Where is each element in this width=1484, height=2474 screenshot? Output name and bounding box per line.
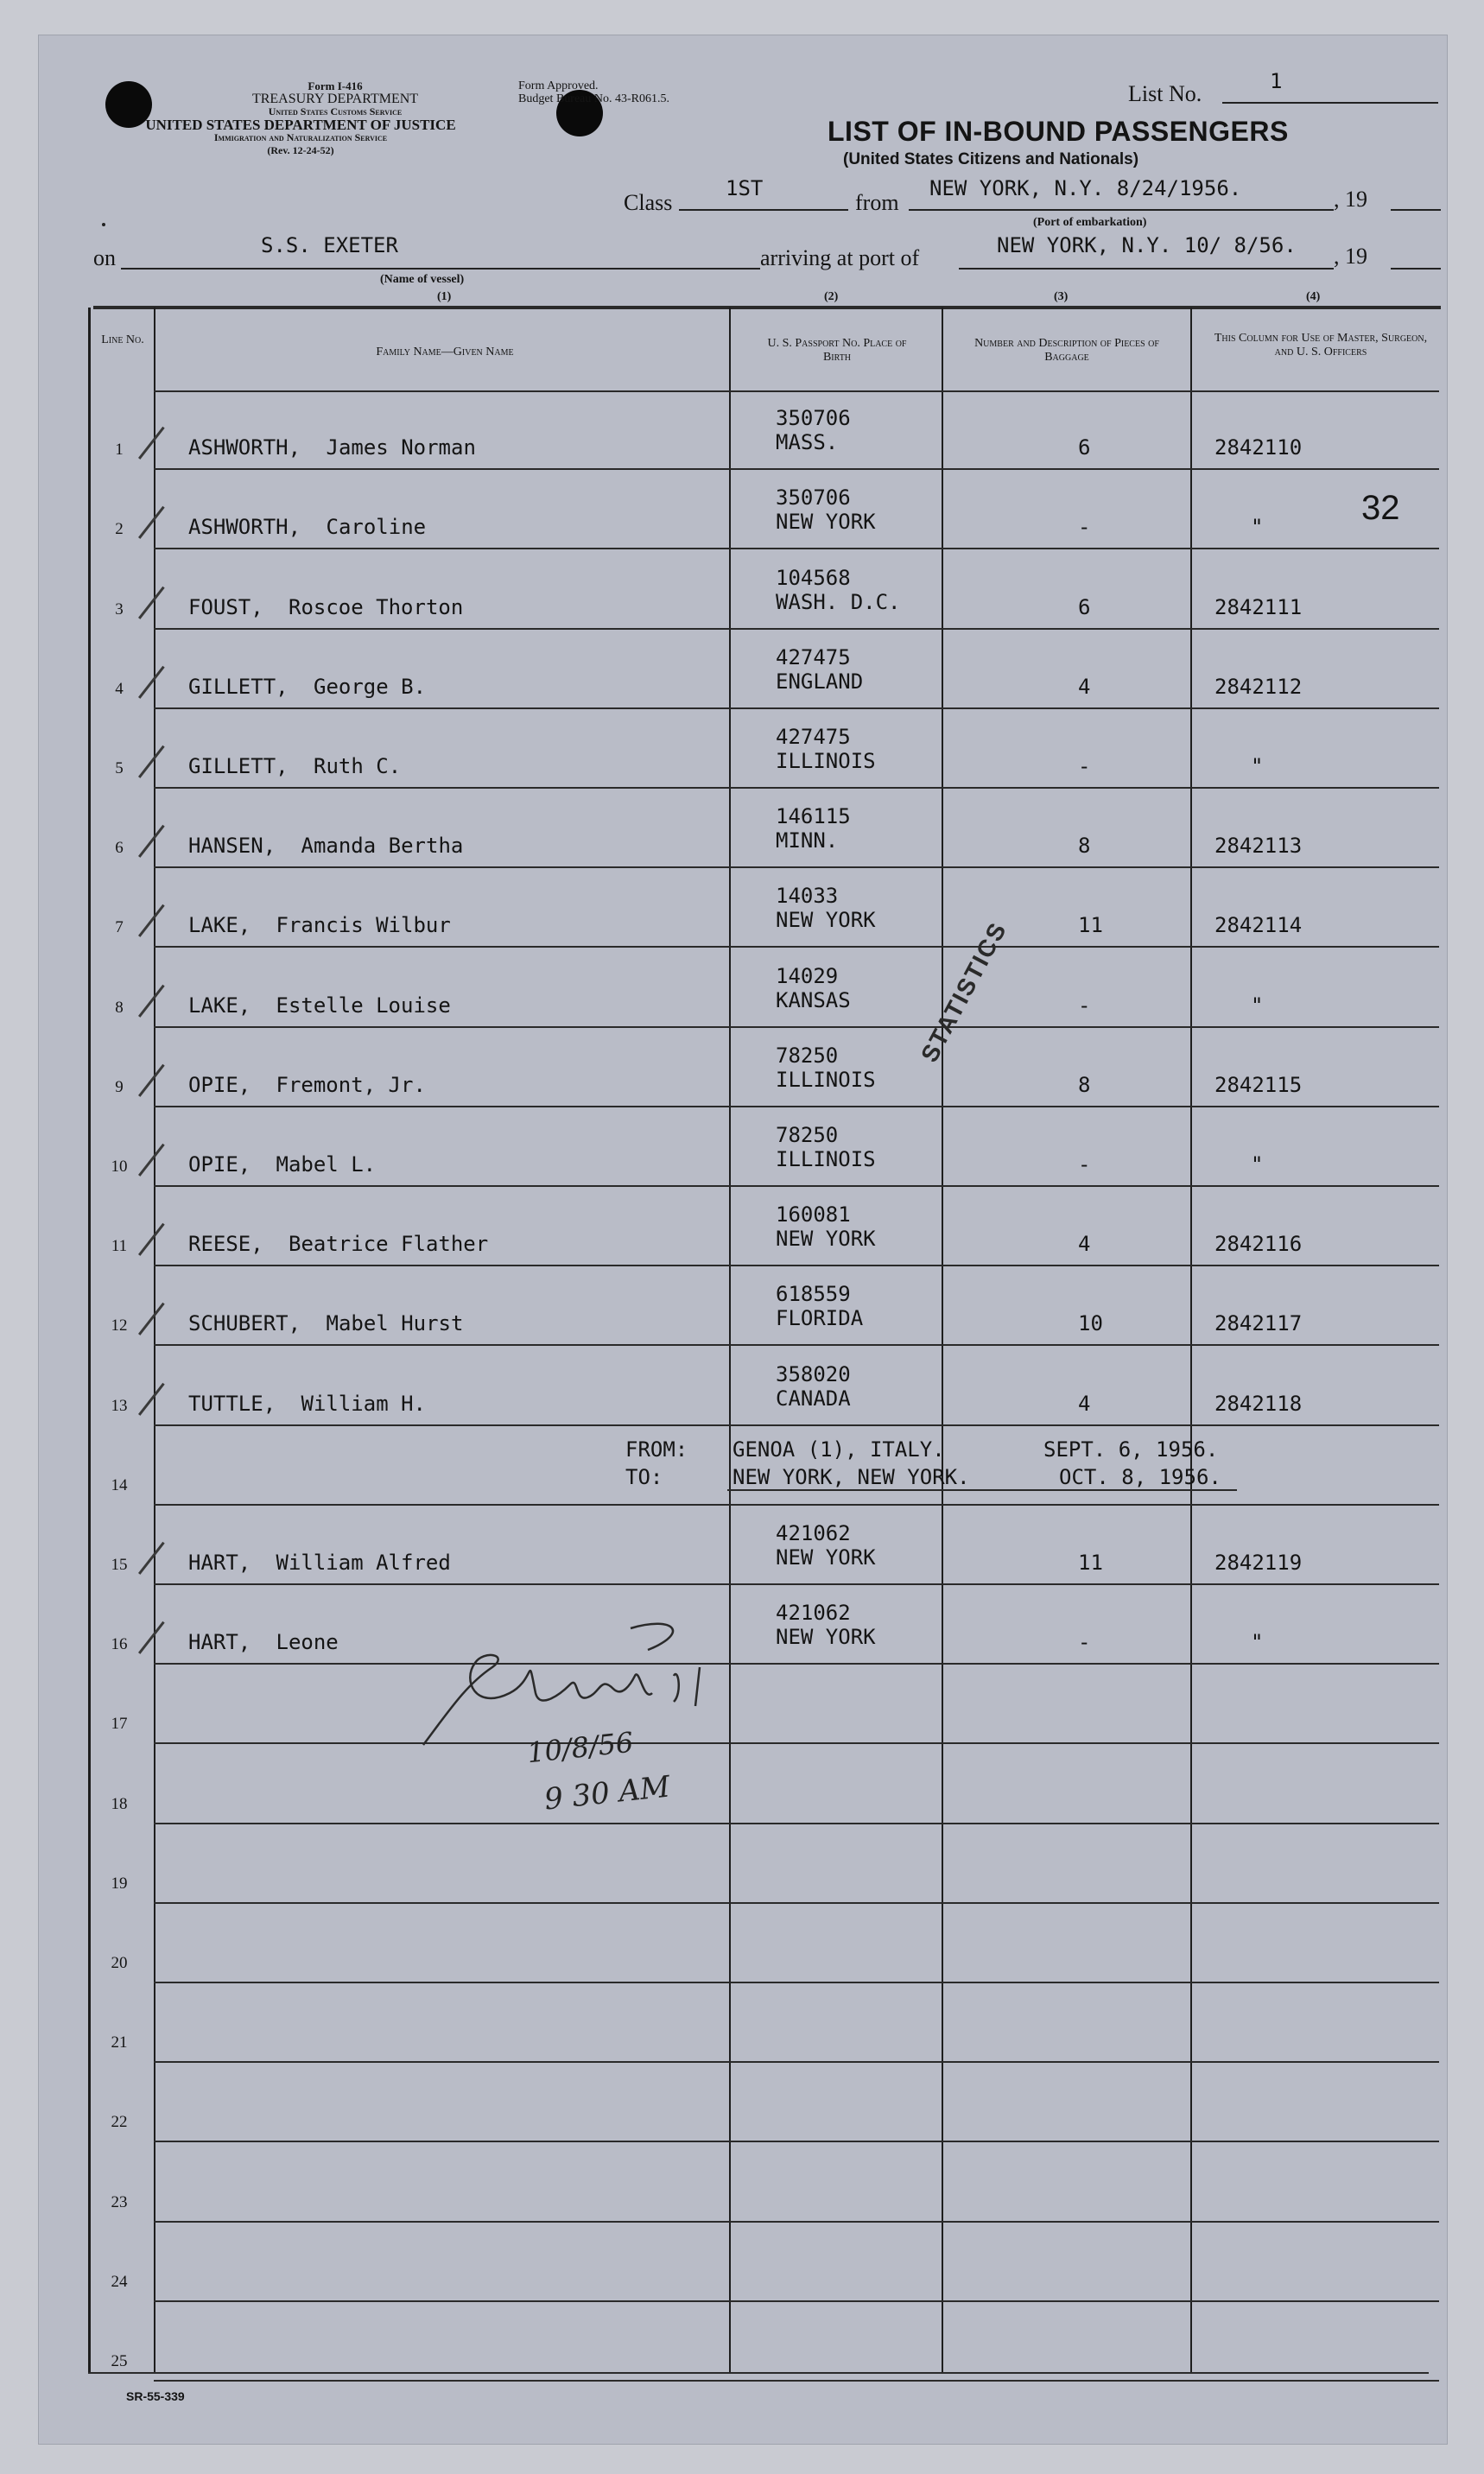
- page-title: LIST OF IN-BOUND PASSENGERS: [828, 116, 1289, 147]
- header-bottom-line: [154, 390, 1439, 392]
- voyage-to-port: NEW YORK, NEW YORK.: [732, 1465, 970, 1489]
- voyage-to-label: TO:: [625, 1465, 663, 1489]
- statistics-stamp: STATISTICS: [916, 917, 1012, 1067]
- vessel-name: S.S. EXETER: [261, 233, 398, 257]
- customs-service: United States Customs Service: [268, 105, 403, 117]
- given-name: William H.: [301, 1391, 426, 1416]
- officer-number: ": [1251, 993, 1264, 1018]
- baggage-count: 4: [1078, 674, 1091, 699]
- passport-number: 427475: [776, 725, 851, 749]
- voyage-from-label: FROM:: [625, 1437, 688, 1462]
- column-number-3: (3): [1054, 290, 1069, 303]
- passport-number: 14033: [776, 884, 839, 909]
- family-name: ASHWORTH,: [188, 515, 301, 540]
- place-of-birth: FLORIDA: [776, 1306, 864, 1331]
- baggage-count: -: [1078, 993, 1091, 1018]
- given-name: Amanda Bertha: [301, 834, 464, 859]
- handwritten-date: 10/8/56: [525, 1725, 636, 1770]
- family-name: FOUST,: [188, 594, 263, 619]
- baggage-count: 11: [1078, 913, 1103, 938]
- family-name: TUTTLE,: [188, 1391, 276, 1416]
- approved-line-2: Budget Bureau No. 43-R061.5.: [518, 92, 669, 105]
- family-name: ASHWORTH,: [188, 435, 301, 460]
- row-divider: [154, 707, 1439, 709]
- on-label: on: [93, 245, 116, 270]
- row-divider: [154, 628, 1439, 630]
- line-number: 8: [115, 998, 124, 1017]
- passport-number: 421062: [776, 1521, 851, 1545]
- arriving-label: arriving at port of: [760, 245, 920, 270]
- passport-number: 350706: [776, 485, 851, 511]
- ins-service: Immigration and Naturalization Service: [213, 131, 388, 143]
- officer-number: 2842116: [1214, 1232, 1303, 1257]
- line-number: 19: [111, 1874, 128, 1893]
- baggage-count: 8: [1078, 834, 1091, 859]
- place-of-birth: NEW YORK: [776, 908, 876, 933]
- place-of-birth: ILLINOIS: [776, 1067, 876, 1092]
- row-divider: [154, 1185, 1439, 1187]
- revision-date: (Rev. 12-24-52): [267, 144, 334, 156]
- baggage-count: 4: [1078, 1232, 1091, 1257]
- form-code: SR-55-339: [126, 2389, 185, 2403]
- officer-number: 2842110: [1214, 435, 1303, 460]
- row-divider: [154, 946, 1439, 948]
- voyage-underline: [727, 1489, 1237, 1491]
- row-divider: [154, 1823, 1439, 1824]
- row-divider: [154, 1742, 1439, 1744]
- line-number: 17: [111, 1715, 128, 1734]
- line-number: 5: [115, 759, 124, 777]
- line-number: 4: [115, 679, 124, 698]
- place-of-birth: ENGLAND: [776, 669, 864, 694]
- justice-dept: UNITED STATES DEPARTMENT OF JUSTICE: [145, 117, 456, 133]
- row-divider: [154, 2300, 1439, 2302]
- margin-number: 32: [1361, 489, 1400, 527]
- voyage-to-date: OCT. 8, 1956.: [1059, 1465, 1221, 1489]
- officer-number: 2842112: [1214, 674, 1303, 699]
- family-name: OPIE,: [188, 1152, 251, 1177]
- passport-number: 358020: [776, 1361, 851, 1386]
- officer-number: 2842117: [1214, 1311, 1303, 1336]
- line-number: 6: [115, 839, 124, 858]
- line-number: 9: [115, 1077, 124, 1096]
- passport-number: 427475: [776, 644, 851, 669]
- passport-number: 421062: [776, 1601, 851, 1626]
- place-of-birth: ILLINOIS: [776, 1147, 876, 1171]
- column-number-4: (4): [1306, 290, 1321, 303]
- line-number: 22: [111, 2113, 128, 2132]
- line-number: 15: [111, 1556, 128, 1574]
- line-number: 20: [111, 1954, 128, 1972]
- passport-number: 350706: [776, 406, 851, 431]
- place-of-birth: NEW YORK: [776, 1625, 876, 1650]
- row-divider: [154, 866, 1439, 868]
- column-number-2: (2): [824, 290, 839, 303]
- line-number: 13: [111, 1396, 128, 1415]
- officer-number: ": [1251, 515, 1264, 540]
- place-of-birth: ILLINOIS: [776, 749, 876, 773]
- baggage-count: -: [1078, 515, 1091, 540]
- family-name: OPIE,: [188, 1072, 251, 1097]
- baggage-count: -: [1078, 1152, 1091, 1177]
- place-of-birth: NEW YORK: [776, 1545, 876, 1570]
- row-divider: [154, 548, 1439, 549]
- given-name: Estelle Louise: [276, 993, 451, 1018]
- form-number: Form I-416: [308, 79, 363, 92]
- vessel-caption: (Name of vessel): [380, 273, 465, 286]
- place-of-birth: NEW YORK: [776, 510, 876, 535]
- officer-number: 2842111: [1214, 594, 1303, 619]
- row-divider: [154, 1902, 1439, 1904]
- officer-number: ": [1251, 1630, 1264, 1655]
- place-of-birth: MINN.: [776, 828, 839, 853]
- row-divider: [154, 1982, 1439, 1983]
- line-number: 25: [111, 2352, 128, 2370]
- col-header-officers: This Column for Use of Master, Surgeon, and U. S. Officers: [1214, 332, 1428, 358]
- passport-number: 78250: [776, 1043, 839, 1068]
- baggage-count: -: [1078, 754, 1091, 778]
- row-divider: [154, 1344, 1439, 1346]
- officer-number: 2842119: [1214, 1551, 1303, 1575]
- place-of-birth: MASS.: [776, 430, 839, 455]
- passport-number: 78250: [776, 1123, 839, 1147]
- passport-number: 160081: [776, 1202, 851, 1227]
- family-name: GILLETT,: [188, 754, 289, 778]
- given-name: Fremont, Jr.: [276, 1072, 426, 1097]
- line-number: 23: [111, 2192, 128, 2211]
- passport-number: 104568: [776, 565, 851, 590]
- place-of-birth: KANSAS: [776, 987, 851, 1012]
- line-number: 24: [111, 2272, 128, 2291]
- row-divider: [154, 787, 1439, 789]
- given-name: George B.: [314, 674, 427, 699]
- table-top-border: [93, 306, 1441, 309]
- line-number: 18: [111, 1794, 128, 1813]
- row-divider: [154, 2141, 1439, 2142]
- from-label: from: [855, 190, 899, 215]
- line-number: 11: [111, 1237, 128, 1256]
- family-name: LAKE,: [188, 993, 251, 1018]
- given-name: Caroline: [326, 515, 427, 540]
- given-name: Beatrice Flather: [289, 1232, 489, 1257]
- row-divider: [154, 2380, 1439, 2382]
- line-number: 16: [111, 1635, 128, 1654]
- year-suffix-1: , 19: [1334, 187, 1367, 212]
- list-no-label: List No.: [1128, 81, 1202, 106]
- place-of-birth: NEW YORK: [776, 1227, 876, 1252]
- row-divider: [154, 1026, 1439, 1028]
- col-header-name: Family Name—Given Name: [376, 346, 514, 358]
- line-number: 7: [115, 918, 124, 937]
- place-of-birth: WASH. D.C.: [776, 589, 901, 614]
- line-number: 12: [111, 1316, 128, 1335]
- baggage-count: 8: [1078, 1072, 1091, 1097]
- row-divider: [154, 2221, 1439, 2223]
- row-divider: [154, 1424, 1439, 1426]
- table-left-border: [88, 308, 91, 2372]
- given-name: Mabel L.: [276, 1152, 377, 1177]
- line-number: 10: [111, 1158, 128, 1176]
- line-number: 3: [115, 599, 124, 618]
- family-name: REESE,: [188, 1232, 263, 1257]
- family-name: HART,: [188, 1551, 251, 1575]
- row-divider: [154, 1106, 1439, 1107]
- officer-number: 2842114: [1214, 913, 1303, 938]
- col-header-baggage: Number and Description of Pieces of Baggage: [974, 337, 1159, 364]
- row-divider: [154, 1583, 1439, 1585]
- approved-line-1: Form Approved.: [518, 79, 599, 92]
- row-divider: [154, 1663, 1439, 1665]
- table-bottom-border: [88, 2372, 1429, 2374]
- officer-number: 2842113: [1214, 834, 1303, 859]
- port-embarkation-caption: (Port of embarkation): [1033, 216, 1147, 229]
- col-header-passport: U. S. Passport No. Place of Birth: [767, 337, 907, 364]
- given-name: Francis Wilbur: [276, 913, 451, 938]
- family-name: SCHUBERT,: [188, 1311, 301, 1336]
- row-divider: [154, 468, 1439, 470]
- family-name: HANSEN,: [188, 834, 276, 859]
- officer-number: ": [1251, 1152, 1264, 1177]
- officer-number: 2842118: [1214, 1391, 1303, 1416]
- baggage-count: 6: [1078, 594, 1091, 619]
- passport-number: 146115: [776, 804, 851, 829]
- baggage-count: 10: [1078, 1311, 1103, 1336]
- handwritten-time: 9 30 AM: [542, 1769, 672, 1817]
- family-name: GILLETT,: [188, 674, 289, 699]
- arrival-value: NEW YORK, N.Y. 10/ 8/56.: [997, 233, 1297, 257]
- given-name: Leone: [276, 1630, 339, 1655]
- line-number: 21: [111, 2033, 128, 2052]
- given-name: Ruth C.: [314, 754, 402, 778]
- place-of-birth: CANADA: [776, 1386, 851, 1411]
- baggage-count: 11: [1078, 1551, 1103, 1575]
- year-suffix-2: , 19: [1334, 244, 1367, 269]
- given-name: James Norman: [326, 435, 476, 460]
- given-name: Mabel Hurst: [326, 1311, 464, 1336]
- baggage-count: 4: [1078, 1391, 1091, 1416]
- line-number: 14: [111, 1475, 128, 1494]
- baggage-count: 6: [1078, 435, 1091, 460]
- voyage-from-port: GENOA (1), ITALY.: [732, 1437, 945, 1462]
- row-divider: [154, 1504, 1439, 1506]
- col-header-line-no: Line No.: [101, 333, 144, 346]
- baggage-count: -: [1078, 1630, 1091, 1655]
- line-number: 2: [115, 520, 124, 539]
- row-divider: [154, 2061, 1439, 2063]
- class-value: 1ST: [726, 176, 764, 200]
- given-name: Roscoe Thorton: [289, 594, 464, 619]
- family-name: HART,: [188, 1630, 251, 1655]
- officer-number: ": [1251, 754, 1264, 778]
- line-number: 1: [115, 441, 124, 460]
- from-value: NEW YORK, N.Y. 8/24/1956.: [929, 176, 1242, 200]
- officer-number: 2842115: [1214, 1072, 1303, 1097]
- column-number-1: (1): [437, 290, 452, 303]
- passport-number: 14029: [776, 963, 839, 988]
- row-divider: [154, 1265, 1439, 1266]
- list-no-value: 1: [1270, 69, 1283, 93]
- family-name: LAKE,: [188, 913, 251, 938]
- treasury-dept: TREASURY DEPARTMENT: [251, 92, 419, 106]
- given-name: William Alfred: [276, 1551, 451, 1575]
- voyage-from-date: SEPT. 6, 1956.: [1043, 1437, 1219, 1462]
- page-subtitle: (United States Citizens and Nationals): [843, 150, 1139, 168]
- passport-number: 618559: [776, 1282, 851, 1307]
- class-label: Class: [624, 190, 673, 215]
